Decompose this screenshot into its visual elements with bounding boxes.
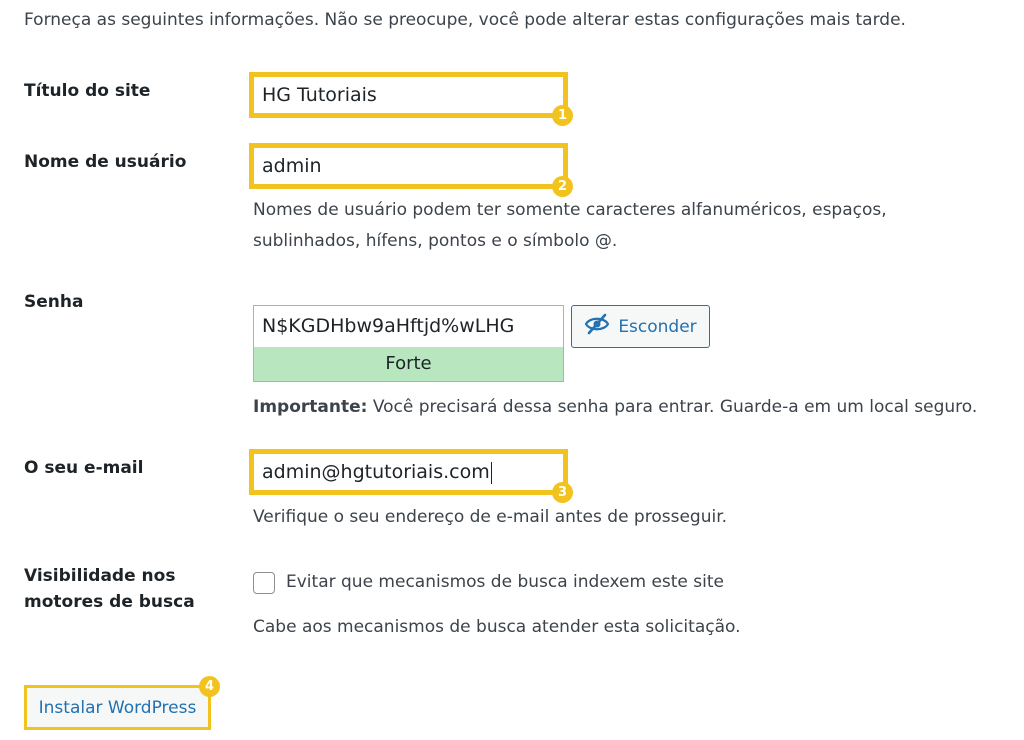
site-title-input[interactable]: HG Tutoriais xyxy=(253,76,564,114)
visibility-label-line2: motores de busca xyxy=(24,592,195,612)
visibility-label-line1: Visibilidade nos xyxy=(24,566,176,586)
step-badge-1: 1 xyxy=(552,105,573,126)
step-badge-3: 3 xyxy=(552,482,573,503)
install-wordpress-button[interactable]: Instalar WordPress xyxy=(24,685,211,730)
email-help: Verifique o seu endereço de e-mail antes de prosseguir. xyxy=(253,507,728,527)
hide-password-button[interactable] xyxy=(571,305,710,348)
text-caret xyxy=(491,462,492,484)
password-strength-meter: Forte xyxy=(253,347,564,382)
email-input[interactable] xyxy=(253,453,564,491)
password-label: Senha xyxy=(24,292,84,312)
important-label: Importante: xyxy=(253,397,368,417)
email-label: O seu e-mail xyxy=(24,458,144,478)
username-input[interactable]: admin xyxy=(253,147,564,185)
eye-slash-icon xyxy=(584,313,610,340)
step-badge-2: 2 xyxy=(552,176,573,197)
intro-text: Forneça as seguintes informações. Não se preocupe, você pode alterar estas configurações mais tarde. xyxy=(24,10,906,30)
password-input[interactable]: N$KGDHbw9aHftjd%wLHG xyxy=(253,305,564,348)
email-value: admin@hgtutoriais.com xyxy=(262,461,490,483)
site-title-label: Título do site xyxy=(24,81,151,101)
username-help-line2: sublinhados, hífens, pontos e o símbolo @. xyxy=(253,231,618,251)
username-label: Nome de usuário xyxy=(24,152,187,172)
hide-password-label: Esconder xyxy=(618,316,697,337)
username-help-line1: Nomes de usuário podem ter somente caracteres alfanuméricos, espaços, xyxy=(253,200,887,220)
step-badge-4: 4 xyxy=(199,676,220,697)
password-important-note xyxy=(253,392,977,423)
important-text: Você precisará dessa senha para entrar. Guarde-a em um local seguro. xyxy=(367,397,978,417)
visibility-help: Cabe aos mecanismos de busca atender esta solicitação. xyxy=(253,617,741,637)
search-engine-visibility-checkbox[interactable] xyxy=(253,572,275,594)
search-engine-checkbox-label[interactable]: Evitar que mecanismos de busca indexem este site xyxy=(286,572,724,592)
